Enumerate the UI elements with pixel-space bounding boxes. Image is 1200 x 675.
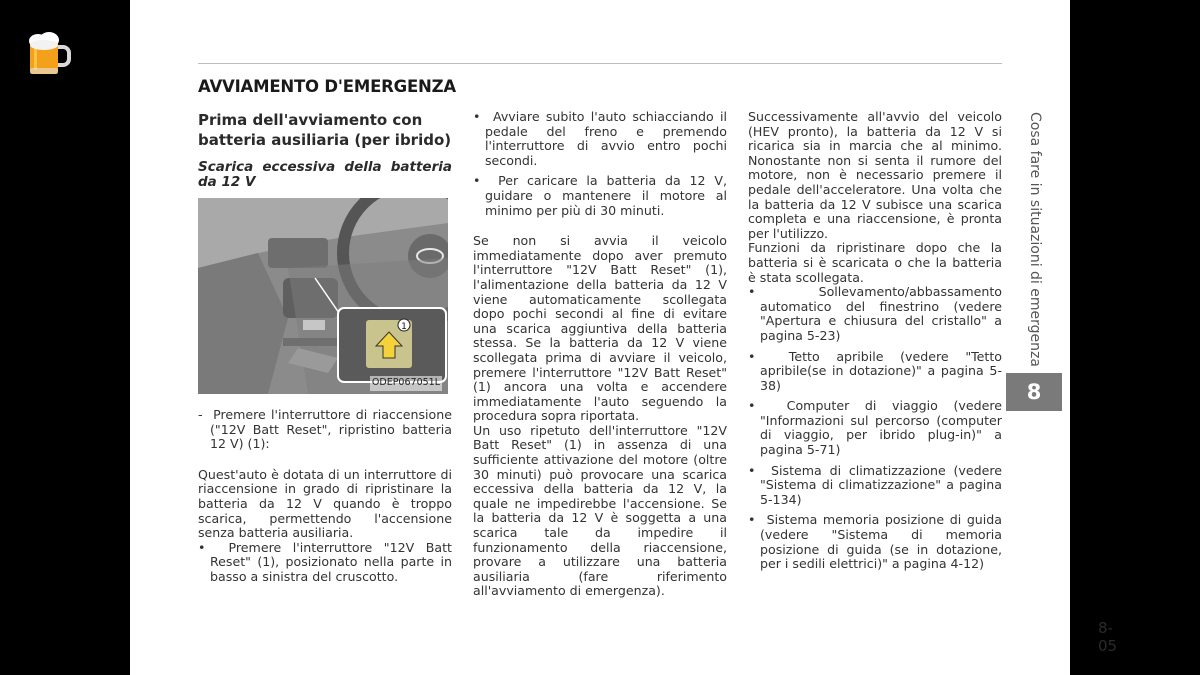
- dash-item: - Premere l'interruttore di riaccensione ("12V Batt Reset", ripristino batteria 12 V) (1):: [198, 407, 452, 452]
- title-rule: [198, 63, 1002, 64]
- figure-callout-number: 1: [401, 322, 407, 332]
- chapter-side-label: Cosa fare in situazioni di emergenza: [1027, 112, 1043, 367]
- bullet-item: • Sollevamento/abbassamento automatico del finestrino (vedere "Apertura e chiusura del cristallo" a pagina 5-23): [748, 284, 1002, 343]
- page-number: 8-05: [1098, 619, 1118, 655]
- figure-code: ODEP067051L: [370, 376, 442, 391]
- bullet-item: • Avviare subito l'auto schiacciando il pedale del freno e premendo l'interruttore di avvio entro pochi secondi.: [473, 109, 727, 168]
- paragraph: Successivamente all'avvio del veicolo (HEV pronto), la batteria da 12 V si ricarica sia in marcia che al minimo. Nonostante non si senta il rumore del motore, non è necessario premere il pedale dell'acceleratore. Una volta che la batteria da 12 V subisce una scarica completa e una riaccensione, è pronta per l'utilizzo.: [748, 109, 1002, 241]
- paragraph: Quest'auto è dotata di un interruttore di riaccensione in grado di ripristinare la batteria da 12 V quando è troppo scarica, permettendo l'accensione senza batteria ausiliaria.: [198, 466, 452, 541]
- bullet-item: • Sistema di climatizzazione (vedere "Sistema di climatizzazione" a pagina 5-134): [748, 462, 1003, 507]
- bullet-item: • Sistema memoria posizione di guida (vedere "Sistema di memoria posizione di guida (se in dotazione, per i sedili elettrici)" a pagina 4-12): [748, 512, 1003, 572]
- dashboard-figure: [198, 198, 448, 394]
- paragraph: Funzioni da ripristinare dopo che la batteria si è scaricata o che la batteria è stata scollegata.: [748, 240, 1002, 285]
- bullet-item: • Per caricare la batteria da 12 V, guidare o mantenere il motore al minimo per più di 30 minuti.: [473, 173, 727, 218]
- manual-page: [130, 0, 1118, 675]
- beer-mug-icon[interactable]: [26, 30, 74, 78]
- subsection-subtitle: Scarica eccessiva della batteria da 12 V: [198, 159, 452, 190]
- column-2: [473, 110, 727, 599]
- column-1: [198, 110, 452, 591]
- paragraph: Un uso ripetuto dell'interruttore "12V Batt Reset" (1) in assenza di una sufficiente attivazione del motore (oltre 30 minuti) può provocare una scarica eccessiva della batteria da 12 V, la quale ne impedirebbe l'accensione. Se la batteria da 12 V è soggetta a una scarica tale da impedire il funzionamento della riaccensione, provare a utilizzare una batteria ausiliaria (fare riferimento all'avviamento di emergenza).: [473, 422, 727, 599]
- section-title: AVVIAMENTO D'EMERGENZA: [198, 77, 456, 96]
- bullet-item: • Tetto apribile (vedere "Tetto apribile(se in dotazione)" a pagina 5-38): [748, 348, 1002, 393]
- bullet-item: • Computer di viaggio (vedere "Informazioni sul percorso (computer di viaggio, per ibrido plug-in)" a pagina 5-71): [748, 398, 1002, 458]
- paragraph: Se non si avvia il veicolo immediatamente dopo aver premuto l'interruttore "12V Batt Reset" (1), l'alimentazione della batteria da 12 V viene automaticamente scollegata dopo pochi secondi al fine di evitare una scarica aggiuntiva della batteria stessa. Se la batteria da 12 V viene scollegata prima di avviare il veicolo, premere l'interruttore "12V Batt Reset" (1) ancora una volta e accendere immediatamente l'auto seguendo la procedura sopra riportata.: [473, 233, 727, 424]
- subsection-title: Prima dell'avviamento con batteria ausiliaria (per ibrido): [198, 111, 452, 149]
- bullet-item: • Premere l'interruttore "12V Batt Reset" (1), posizionato nella parte in basso a sinistra del cruscotto.: [198, 539, 452, 584]
- chapter-tab[interactable]: 8: [1006, 373, 1062, 411]
- column-3: [748, 110, 1002, 578]
- dashboard-illustration: [198, 198, 448, 394]
